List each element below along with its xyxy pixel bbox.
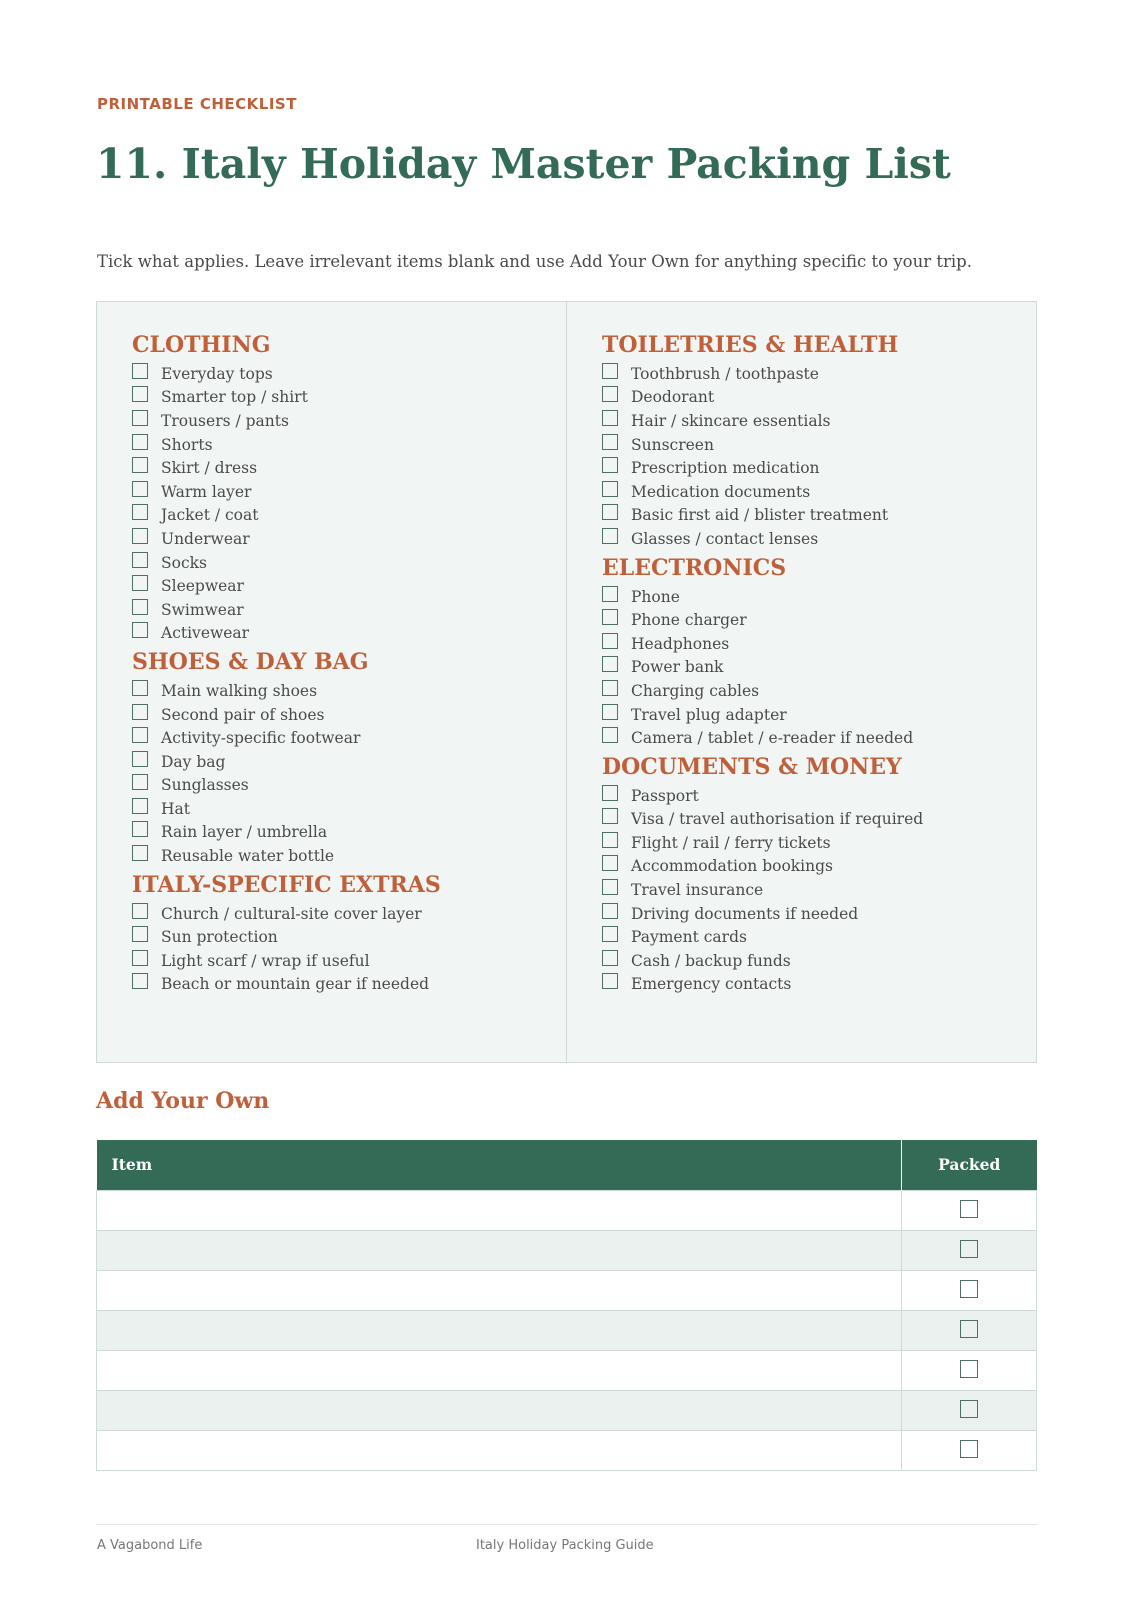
- checklist-item-label: Flight / rail / ferry tickets: [631, 833, 831, 852]
- checklist-item[interactable]: [602, 362, 1022, 386]
- checkbox[interactable]: [132, 798, 148, 814]
- checklist-item[interactable]: [132, 703, 552, 727]
- checklist-item-label: Camera / tablet / e-reader if needed: [631, 729, 914, 748]
- checklist-item[interactable]: [132, 598, 552, 622]
- checkbox[interactable]: [602, 633, 618, 649]
- checkbox[interactable]: [132, 704, 148, 720]
- checkbox[interactable]: [132, 575, 148, 591]
- item-cell[interactable]: [97, 1270, 902, 1310]
- checklist-item-label: Accommodation bookings: [631, 857, 833, 876]
- checklist-item-label: Emergency contacts: [631, 975, 792, 994]
- table-row: [97, 1310, 1037, 1350]
- section-title: CLOTHING: [132, 332, 271, 358]
- checklist-item-label: Phone: [631, 587, 680, 606]
- checklist-item[interactable]: [602, 973, 1022, 997]
- footer-brand: A Vagabond Life: [97, 1538, 203, 1553]
- checkbox[interactable]: [132, 751, 148, 767]
- packed-checkbox[interactable]: [960, 1280, 978, 1298]
- checkbox[interactable]: [132, 903, 148, 919]
- checklist-item[interactable]: [132, 362, 552, 386]
- checkbox[interactable]: [602, 785, 618, 801]
- checklist-item[interactable]: [132, 902, 552, 926]
- checkbox[interactable]: [602, 481, 618, 497]
- checklist-item-label: Church / cultural-site cover layer: [161, 904, 422, 923]
- checklist-item-label: Passport: [631, 786, 699, 805]
- table-header-row: [97, 1140, 1037, 1190]
- packed-checkbox[interactable]: [960, 1360, 978, 1378]
- checklist-item-label: Toothbrush / toothpaste: [631, 364, 819, 383]
- checkbox[interactable]: [602, 926, 618, 942]
- checkbox[interactable]: [132, 950, 148, 966]
- checkbox[interactable]: [602, 457, 618, 473]
- table-row: [97, 1350, 1037, 1390]
- page-intro: Tick what applies. Leave irrelevant items blank and use Add Your Own for anything specific to your trip.: [97, 252, 972, 271]
- checklist-item[interactable]: [602, 925, 1022, 949]
- packed-checkbox[interactable]: [960, 1440, 978, 1458]
- section-title: TOILETRIES & HEALTH: [602, 332, 899, 358]
- checklist-item-label: Activity-specific footwear: [161, 729, 361, 748]
- checklist-item-label: Charging cables: [631, 681, 760, 700]
- checklist-item[interactable]: [132, 574, 552, 598]
- checklist-item-label: Sleepwear: [161, 577, 244, 596]
- section-toiletries-and-health: [602, 328, 1022, 551]
- checklist-item[interactable]: [132, 551, 552, 575]
- checklist-item-label: Light scarf / wrap if useful: [161, 951, 370, 970]
- add-your-own-rows: [97, 1190, 1037, 1470]
- packed-column-header: Packed: [902, 1140, 1037, 1190]
- checklist-item-label: Swimwear: [161, 600, 244, 619]
- packed-cell: [902, 1430, 1037, 1470]
- checkbox[interactable]: [132, 973, 148, 989]
- packed-checkbox[interactable]: [960, 1320, 978, 1338]
- checklist-item[interactable]: [602, 784, 1022, 808]
- item-cell[interactable]: [97, 1350, 902, 1390]
- checklist-item[interactable]: [602, 585, 1022, 609]
- checklist-item-label: Cash / backup funds: [631, 951, 791, 970]
- checklist-item-label: Underwear: [161, 529, 250, 548]
- checkbox[interactable]: [602, 386, 618, 402]
- checklist-item-label: Headphones: [631, 634, 730, 653]
- checklist-item-label: Driving documents if needed: [631, 904, 859, 923]
- checklist-item-label: Shorts: [161, 435, 213, 454]
- checklist-item-label: Activewear: [161, 624, 250, 643]
- checkbox[interactable]: [132, 552, 148, 568]
- checklist-item[interactable]: [132, 949, 552, 973]
- checkbox[interactable]: [132, 622, 148, 638]
- checklist-item-label: Sun protection: [161, 928, 278, 947]
- checklist-item[interactable]: [602, 726, 1022, 750]
- checklist-item[interactable]: [602, 456, 1022, 480]
- item-cell[interactable]: [97, 1310, 902, 1350]
- checkbox[interactable]: [132, 528, 148, 544]
- checklist-item[interactable]: [602, 902, 1022, 926]
- checkbox[interactable]: [602, 855, 618, 871]
- checklist-item[interactable]: [132, 679, 552, 703]
- checklist-item[interactable]: [602, 409, 1022, 433]
- checklist-item-label: Everyday tops: [161, 364, 273, 383]
- checklist-panel: [96, 301, 1037, 1063]
- checkbox[interactable]: [602, 609, 618, 625]
- checklist-item[interactable]: [132, 726, 552, 750]
- checklist-item-label: Beach or mountain gear if needed: [161, 975, 430, 994]
- checklist-item[interactable]: [132, 433, 552, 457]
- checklist-item-label: Sunglasses: [161, 776, 249, 795]
- checklist-item[interactable]: [602, 878, 1022, 902]
- section-italy-specific-extras: [132, 868, 552, 996]
- checkbox[interactable]: [132, 727, 148, 743]
- checklist-item-label: Sunscreen: [631, 435, 714, 454]
- checkbox[interactable]: [132, 774, 148, 790]
- checkbox[interactable]: [602, 903, 618, 919]
- checklist-item[interactable]: [132, 504, 552, 528]
- section-title: ITALY-SPECIFIC EXTRAS: [132, 871, 441, 898]
- checklist-item[interactable]: [132, 527, 552, 551]
- item-cell[interactable]: [97, 1430, 902, 1470]
- packed-cell: [902, 1190, 1037, 1230]
- checklist-item[interactable]: [602, 808, 1022, 832]
- checklist-item-label: Prescription medication: [631, 459, 820, 478]
- packed-checkbox[interactable]: [960, 1240, 978, 1258]
- section-title: DOCUMENTS & MONEY: [602, 753, 902, 780]
- checkbox[interactable]: [132, 457, 148, 473]
- packed-cell: [902, 1310, 1037, 1350]
- checklist-item[interactable]: [602, 949, 1022, 973]
- checkbox[interactable]: [602, 434, 618, 450]
- checklist-item[interactable]: [132, 480, 552, 504]
- checklist-item-label: Deodorant: [631, 388, 715, 407]
- checklist-item-label: Warm layer: [161, 482, 252, 501]
- checklist-item-label: Jacket / coat: [161, 506, 259, 525]
- table-row: [97, 1430, 1037, 1470]
- packed-checkbox[interactable]: [960, 1200, 978, 1218]
- checkbox[interactable]: [132, 481, 148, 497]
- checklist-item-label: Payment cards: [631, 928, 747, 947]
- checkbox[interactable]: [132, 434, 148, 450]
- checklist-item-label: Main walking shoes: [161, 681, 318, 700]
- checkbox[interactable]: [602, 410, 618, 426]
- checkbox[interactable]: [602, 656, 618, 672]
- checklist-item[interactable]: [602, 679, 1022, 703]
- checklist-item[interactable]: [602, 386, 1022, 410]
- checklist-item-label: Hair / skincare essentials: [631, 411, 831, 430]
- checklist-item[interactable]: [602, 504, 1022, 528]
- checklist-item-label: Second pair of shoes: [161, 705, 325, 724]
- checklist-item[interactable]: [132, 797, 552, 821]
- checklist-item-label: Glasses / contact lenses: [631, 529, 819, 548]
- checklist-left-column: [132, 328, 552, 996]
- checklist-item-label: Rain layer / umbrella: [161, 823, 328, 842]
- checkbox[interactable]: [132, 599, 148, 615]
- table-row: [97, 1230, 1037, 1270]
- add-your-own-title: Add Your Own: [96, 1088, 270, 1114]
- checklist-item[interactable]: [132, 750, 552, 774]
- footer-divider: [96, 1524, 1037, 1525]
- checklist-item-label: Day bag: [161, 752, 226, 771]
- checklist-item[interactable]: [602, 703, 1022, 727]
- checkbox[interactable]: [602, 586, 618, 602]
- checklist-item[interactable]: [602, 433, 1022, 457]
- checklist-item[interactable]: [602, 608, 1022, 632]
- checklist-item[interactable]: [602, 855, 1022, 879]
- checkbox[interactable]: [602, 727, 618, 743]
- checklist-item-label: Socks: [161, 553, 207, 572]
- checkbox[interactable]: [602, 973, 618, 989]
- column-divider: [566, 302, 567, 1062]
- item-cell[interactable]: [97, 1230, 902, 1270]
- checkbox[interactable]: [602, 704, 618, 720]
- checklist-item[interactable]: [132, 409, 552, 433]
- checklist-item-label: Basic first aid / blister treatment: [631, 506, 889, 525]
- checkbox[interactable]: [602, 832, 618, 848]
- checklist-item[interactable]: [132, 973, 552, 997]
- packed-checkbox[interactable]: [960, 1400, 978, 1418]
- checklist-item[interactable]: [132, 386, 552, 410]
- checklist-item[interactable]: [602, 656, 1022, 680]
- section-shoes-and-day-bag: [132, 645, 552, 868]
- checklist-item[interactable]: [602, 632, 1022, 656]
- checklist-item[interactable]: [602, 527, 1022, 551]
- checkbox[interactable]: [602, 504, 618, 520]
- checkbox[interactable]: [132, 504, 148, 520]
- checkbox[interactable]: [132, 926, 148, 942]
- checklist-item[interactable]: [132, 774, 552, 798]
- checklist-item-label: Smarter top / shirt: [161, 388, 308, 407]
- section-electronics: [602, 551, 1022, 750]
- checkbox[interactable]: [602, 680, 618, 696]
- checklist-item-label: Visa / travel authorisation if required: [631, 810, 924, 829]
- packed-cell: [902, 1230, 1037, 1270]
- checklist-item-label: Power bank: [631, 658, 724, 677]
- checklist-item[interactable]: [132, 844, 552, 868]
- checklist-item[interactable]: [602, 480, 1022, 504]
- checklist-item-label: Travel plug adapter: [631, 705, 787, 724]
- checklist-item[interactable]: [602, 831, 1022, 855]
- checklist-item-label: Trousers / pants: [161, 411, 289, 430]
- section-documents-and-money: [602, 750, 1022, 996]
- packed-cell: [902, 1270, 1037, 1310]
- checklist-item-label: Medication documents: [631, 482, 811, 501]
- checklist-item-label: Reusable water bottle: [161, 847, 335, 866]
- section-clothing: [132, 328, 552, 645]
- checklist-item-label: Phone charger: [631, 611, 747, 630]
- checklist-right-column: [602, 328, 1022, 996]
- checkbox[interactable]: [132, 363, 148, 379]
- checkbox[interactable]: [132, 845, 148, 861]
- checklist-item[interactable]: [132, 456, 552, 480]
- checkbox[interactable]: [132, 821, 148, 837]
- checklist-item[interactable]: [132, 821, 552, 845]
- checkbox[interactable]: [132, 386, 148, 402]
- table-row: [97, 1390, 1037, 1430]
- item-cell[interactable]: [97, 1390, 902, 1430]
- checklist-item-label: Hat: [161, 799, 190, 818]
- checkbox[interactable]: [602, 528, 618, 544]
- add-your-own-table: [96, 1140, 1037, 1471]
- packed-cell: [902, 1390, 1037, 1430]
- checkbox[interactable]: [602, 363, 618, 379]
- section-title: ELECTRONICS: [602, 554, 787, 581]
- footer-guide-title: Italy Holiday Packing Guide: [476, 1538, 654, 1553]
- checkbox[interactable]: [602, 879, 618, 895]
- checkbox[interactable]: [602, 950, 618, 966]
- table-row: [97, 1190, 1037, 1230]
- page-title: 11. Italy Holiday Master Packing List: [96, 140, 951, 188]
- item-column-header: Item: [97, 1140, 902, 1190]
- checkbox[interactable]: [602, 808, 618, 824]
- page-kicker: PRINTABLE CHECKLIST: [97, 95, 297, 113]
- packed-cell: [902, 1350, 1037, 1390]
- checkbox[interactable]: [132, 410, 148, 426]
- checklist-item-label: Skirt / dress: [161, 459, 258, 478]
- checklist-item-label: Travel insurance: [631, 881, 764, 900]
- item-cell[interactable]: [97, 1190, 902, 1230]
- checklist-item[interactable]: [132, 925, 552, 949]
- checklist-item[interactable]: [132, 622, 552, 646]
- table-row: [97, 1270, 1037, 1310]
- section-title: SHOES & DAY BAG: [132, 649, 369, 676]
- checkbox[interactable]: [132, 680, 148, 696]
